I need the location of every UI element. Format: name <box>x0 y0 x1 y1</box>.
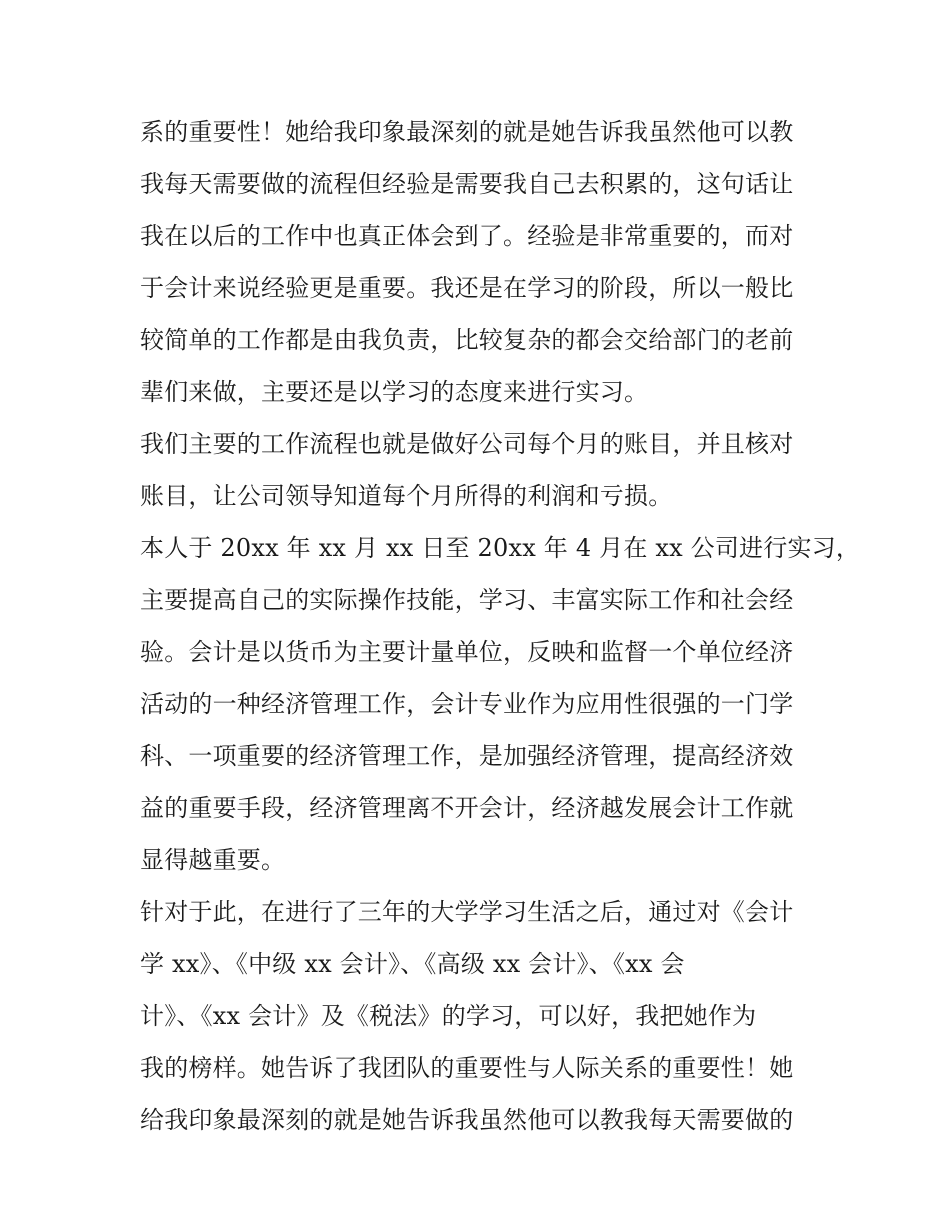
body-text <box>140 106 861 1146</box>
text-line: 显得越重要。 <box>140 846 286 874</box>
text-line: 针对于此，在进行了三年的大学学习生活之后，通过对《会计 <box>140 898 794 926</box>
text-line: 于会计来说经验更是重要。我还是在学习的阶段，所以一般比 <box>140 274 794 302</box>
text-line: 我每天需要做的流程但经验是需要我自己去积累的，这句话让 <box>140 170 794 198</box>
text-line: 较简单的工作都是由我负责，比较复杂的都会交给部门的老前 <box>140 326 794 354</box>
text-line: 辈们来做，主要还是以学习的态度来进行实习。 <box>140 378 649 406</box>
text-line: 学 xx》、《中级 xx 会计》、《高级 xx 会计》、《xx 会 <box>140 950 685 978</box>
text-line: 科、一项重要的经济管理工作，是加强经济管理，提高经济效 <box>140 742 794 770</box>
text-line: 给我印象最深刻的就是她告诉我虽然他可以教我每天需要做的 <box>140 1106 794 1134</box>
text-line: 本人于 20xx 年 xx 月 xx 日至 20xx 年 4 月在 xx 公司进行实习， <box>140 534 861 562</box>
text-line: 验。会计是以货币为主要计量单位，反映和监督一个单位经济 <box>140 638 794 666</box>
text-line: 我在以后的工作中也真正体会到了。经验是非常重要的，而对 <box>140 222 794 250</box>
text-line: 计》、《xx 会计》及《税法》的学习，可以好，我把她作为 <box>140 1002 757 1030</box>
text-line: 益的重要手段，经济管理离不开会计，经济越发展会计工作就 <box>140 794 794 822</box>
text-line: 系的重要性！她给我印象最深刻的就是她告诉我虽然他可以教 <box>140 118 794 146</box>
text-line: 账目，让公司领导知道每个月所得的利润和亏损。 <box>140 482 673 510</box>
text-line: 我的榜样。她告诉了我团队的重要性与人际关系的重要性！她 <box>140 1054 794 1082</box>
text-line: 活动的一种经济管理工作，会计专业作为应用性很强的一门学 <box>140 690 794 718</box>
text-line: 我们主要的工作流程也就是做好公司每个月的账目，并且核对 <box>140 430 794 458</box>
text-line: 主要提高自己的实际操作技能，学习、丰富实际工作和社会经 <box>140 586 794 614</box>
